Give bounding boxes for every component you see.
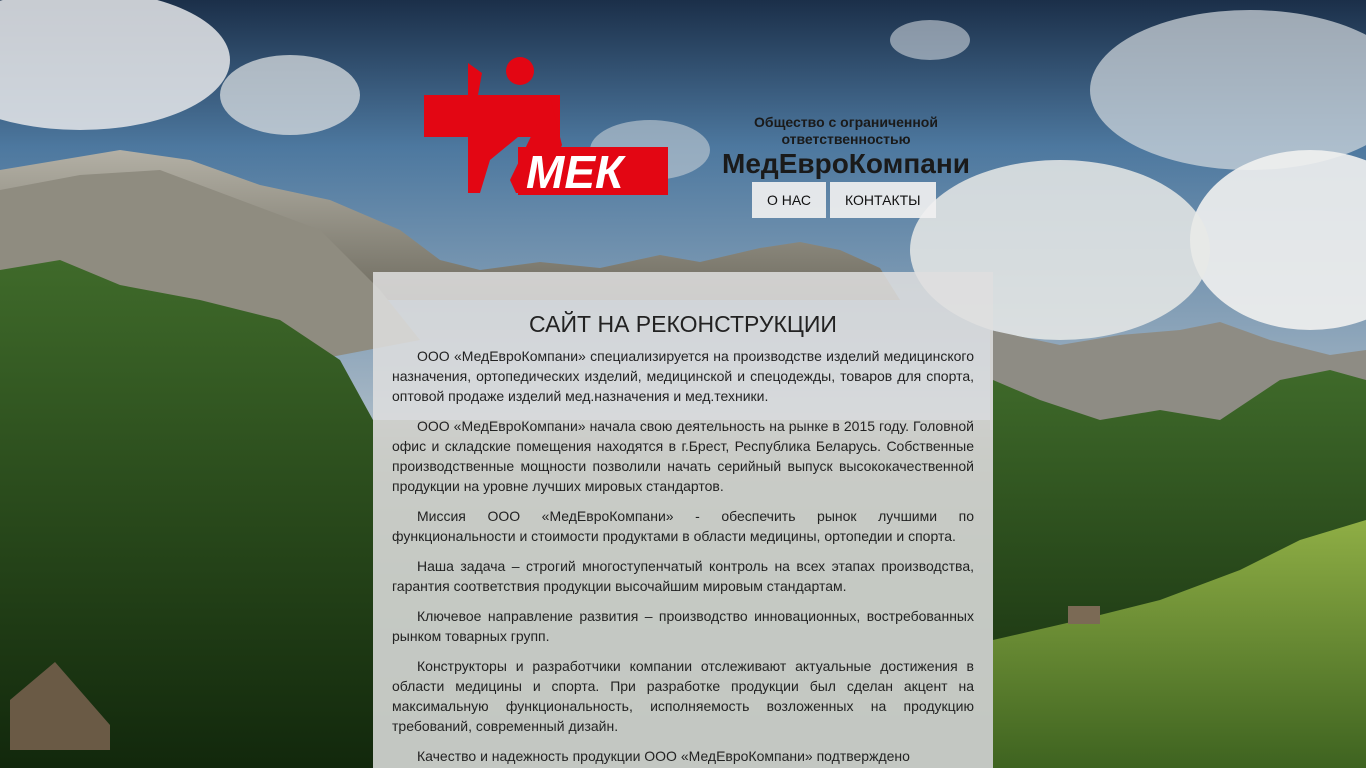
company-header [700,114,992,180]
main-nav [752,182,936,218]
paragraph-history: ООО «МедЕвроКомпани» начала свою деятельность на рынке в 2015 году. Головной офис и складские помещения находятся в г.Брест, Республика Беларусь. Собственные производственные мощности позволили начать серийный выпуск высококачественной продукции на уровне лучших мировых стандартов. [392,418,974,494]
content-panel [373,272,993,768]
nav-contacts-button[interactable]: КОНТАКТЫ [830,182,936,218]
paragraph-direction: Ключевое направление развития – производство инновационных, востребованных рынком товарных групп. [392,608,974,644]
company-subtitle: Общество с ограниченной ответственностью [754,114,938,147]
paragraph-specialization: ООО «МедЕвроКомпани» специализируется на производстве изделий медицинского назначения, ортопедических изделий, медицинской и спецодежды, товаров для спорта, оптовой продаже изделий мед.назначения и мед.техники. [392,348,974,404]
page-title: САЙТ НА РЕКОНСТРУКЦИИ [529,311,837,337]
nav-about-button[interactable]: О НАС [752,182,826,218]
mek-logo-icon [420,55,672,200]
paragraph-mission: Миссия ООО «МедЕвроКомпани» - обеспечить рынок лучшими по функциональности и стоимости продуктами в области медицины, ортопедии и спорта. [392,508,974,544]
svg-text:МЕК: МЕК [526,146,624,198]
paragraph-task: Наша задача – строгий многоступенчатый контроль на всех этапах производства, гарантия соответствия продукции высочайшим мировым стандартам. [392,558,974,594]
paragraph-quality: Качество и надежность продукции ООО «МедЕвроКомпани» подтверждено [417,748,910,764]
company-name: МедЕвроКомпани [722,148,970,179]
company-logo[interactable] [420,55,672,200]
paragraph-designers: Конструкторы и разработчики компании отслеживают актуальные достижения в области медицины и спорта. При разработке продукции был сделан акцент на максимальную функциональность, исполняемость возложенных на продукцию требований, современный дизайн. [392,658,974,734]
